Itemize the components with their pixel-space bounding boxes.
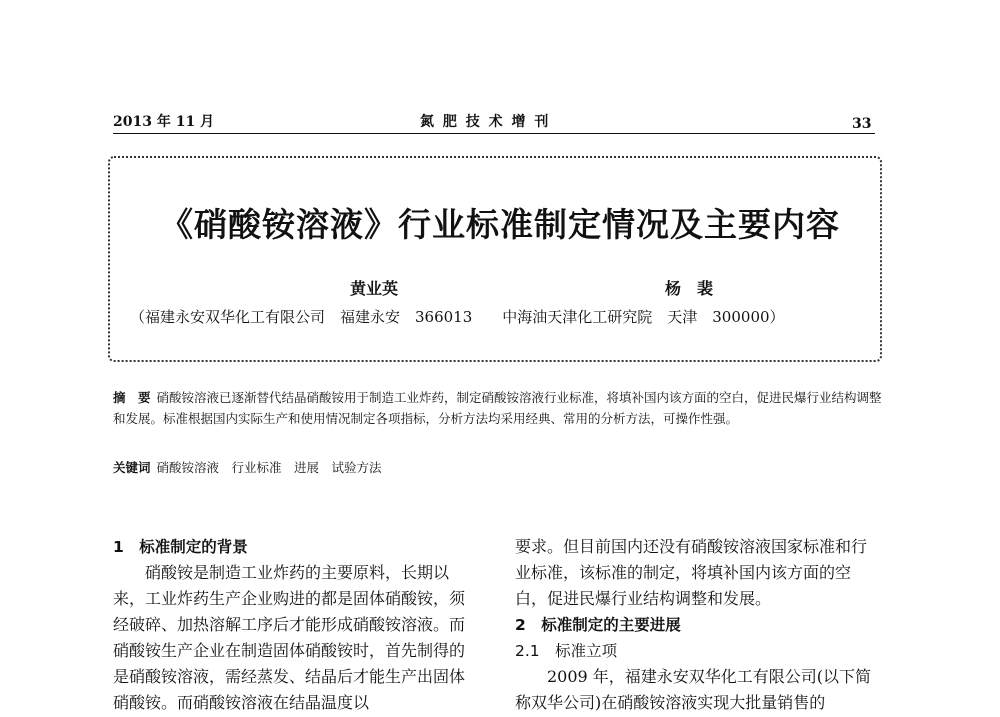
left-column	[113, 534, 479, 716]
affiliations: （福建永安双华化工有限公司 福建永安 366013 中海油天津化工研究院 天津 300000）	[130, 308, 785, 326]
section-1-continuation: 要求。但目前国内还没有硝酸铵溶液国家标准和行业标准，该标准的制定，将填补国内该方面的空白，促进民爆行业结构调整和发展。	[515, 537, 868, 608]
section-2-1-heading: 2.1 标准立项	[515, 642, 618, 660]
author-1: 黄业英	[350, 279, 399, 298]
title-frame-border	[108, 156, 882, 362]
journal-name: 氮 肥 技 术 增 刊	[420, 114, 551, 130]
author-2: 杨 裴	[665, 279, 714, 298]
keywords-label: 关键词	[113, 460, 151, 475]
abstract-label: 摘 要	[113, 390, 151, 405]
keywords	[113, 457, 883, 478]
header-rule	[113, 133, 875, 134]
page-number: 33	[852, 116, 872, 132]
section-2-heading: 2 标准制定的主要进展	[515, 616, 681, 634]
section-1-paragraph: 硝酸铵是制造工业炸药的主要原料，长期以来，工业炸药生产企业购进的都是固体硝酸铵，须经破碎、加热溶解工序后才能形成硝酸铵溶液。而硝酸铵生产企业在制造固体硝酸铵时，首先制得的是硝酸铵溶液，需经蒸发、结晶后才能生产出固体硝酸铵。而硝酸铵溶液在结晶温度以	[113, 563, 466, 712]
abstract-text: 硝酸铵溶液已逐渐替代结晶硝酸铵用于制造工业炸药，制定硝酸铵溶液行业标准，将填补国内该方面的空白，促进民爆行业结构调整和发展。标准根据国内实际生产和使用情况制定各项指标，分析方法均采用经典、常用的分析方法，可操作性强。	[113, 390, 882, 426]
section-2-1-paragraph: 2009 年，福建永安双华化工有限公司(以下简称双华公司)在硝酸铵溶液实现大批量销售的	[515, 667, 872, 712]
section-1-heading: 1 标准制定的背景	[113, 538, 248, 556]
article-title: 《硝酸铵溶液》行业标准制定情况及主要内容	[160, 205, 840, 244]
keywords-text: 硝酸铵溶液 行业标准 进展 试验方法	[156, 460, 382, 475]
right-column	[515, 534, 881, 716]
abstract	[113, 387, 883, 429]
header-date: 2013 年 11 月	[113, 114, 215, 130]
